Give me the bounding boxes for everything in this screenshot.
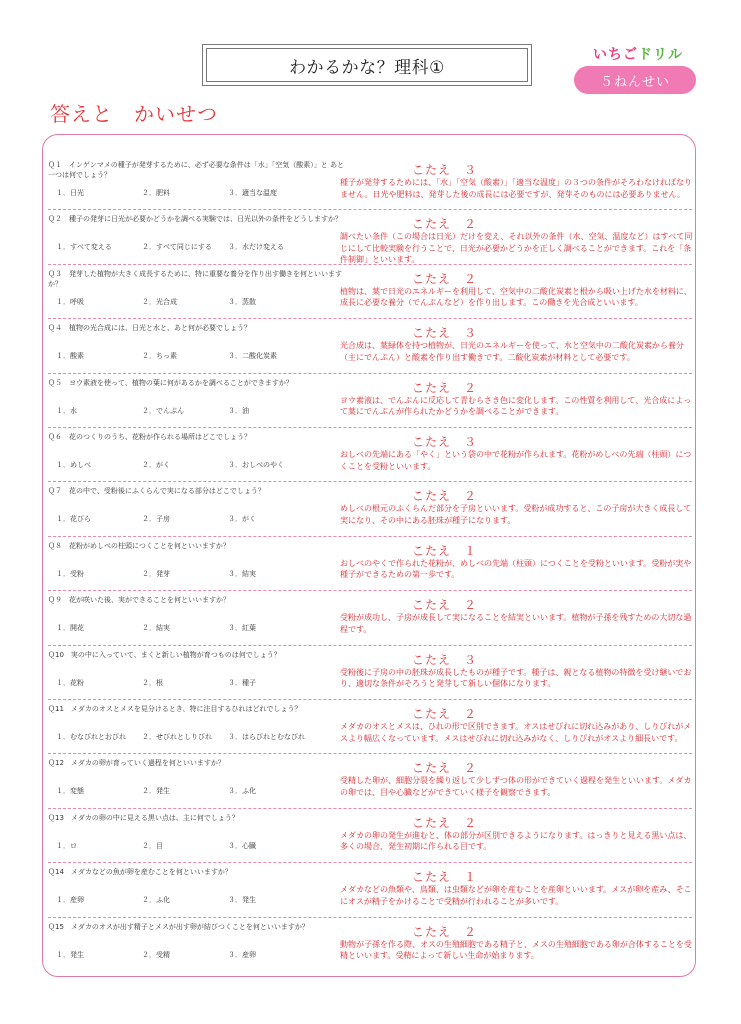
option-3: ３．二酸化炭素 <box>228 352 277 361</box>
explanation-text: メダカの卵の発生が進むと、体の部分が区別できるようになります。はっきりと見える黒い点は、多くの場合、発生初期に作られる目です。 <box>340 830 692 852</box>
logo-text-part3: ドリル <box>638 47 683 63</box>
option-3: ３．心臓 <box>228 841 256 850</box>
option-2: ２．すべて同じにする <box>142 243 212 252</box>
answer-label: こたえ ２ <box>412 598 478 613</box>
option-1: １．花粉 <box>56 678 84 687</box>
answer-label: こたえ ３ <box>412 326 478 341</box>
option-2: ２．ちっ素 <box>142 352 177 361</box>
option-3: ３．はらびれとむなびれ <box>228 733 305 741</box>
explanation-text: メダカなどの魚類や、鳥類、は虫類などが卵を産むことを産卵といいます。メスが卵を産み、そこにオスが精子をかけることで受精が行われることが多いです。 <box>340 885 692 906</box>
answer-label: こたえ ２ <box>412 924 478 939</box>
question-text: Ｑ１ インゲンマメの種子が発芽するために、必ず必要な条件は「水」「空気（酸素）」と あと一つは何でしょう？ <box>48 161 344 179</box>
question-item <box>44 156 696 211</box>
option-1: １．すべて変える <box>56 243 112 252</box>
option-2: ２．子房 <box>142 515 170 524</box>
logo-text-part2: ご <box>623 47 638 63</box>
question-text: Ｑ８ 花粉がめしべの柱頭につくことを何といいますか？ <box>48 541 230 550</box>
option-2: ２．肥料 <box>142 189 170 197</box>
question-item <box>44 700 696 755</box>
explanation-text: 受精した卵が、細胞分裂を繰り返して少しずつ体の形ができていく過程を発生といいます。メダカの卵では、目や心臓などができていく様子を観察できます。 <box>340 776 692 797</box>
option-3: ３．結実 <box>228 569 256 578</box>
question-item <box>44 809 696 864</box>
question-text: Ｑ２ 種子の発芽に日光が必要かどうかを調べる実験では、日光以外の条件をどうしますか？ <box>48 215 342 224</box>
answer-label: こたえ ３ <box>412 435 478 449</box>
question-text: Ｑ13 メダカの卵の中に見える黒い点は、主に何でしょう？ <box>48 813 239 822</box>
option-1: １．むなびれとおびれ <box>56 733 126 741</box>
option-2: ２．結実 <box>142 624 170 633</box>
option-1: １．酸素 <box>56 352 84 361</box>
option-2: ２．光合成 <box>142 297 177 306</box>
explanation-text: ヨウ素液は、でんぷんに反応して青むらさき色に変化します。この性質を利用して、光合成によって葉にでんぷんが作られたかどうかを調べることができます。 <box>340 395 692 417</box>
explanation-text: 種子が発芽するためには、「水」「空気（酸素）」「適当な温度」の３つの条件がそろわなければなりません。日光や肥料は、発芽した後の成長には必要ですが、発芽そのものには必要ありません。 <box>340 178 692 199</box>
explanation-text: めしべの根元のふくらんだ部分を子房といいます。受粉が成功すると、この子房が大きく成長して実になり、その中にある胚珠が種子になります。 <box>340 504 692 525</box>
question-item <box>44 537 696 592</box>
option-2: ２．目 <box>142 841 163 850</box>
answer-label: こたえ ２ <box>412 707 478 721</box>
option-2: ２．せびれとしりびれ <box>142 733 212 741</box>
question-text: Ｑ14 メダカなどの魚が卵を産むことを何といいますか？ <box>48 868 232 877</box>
answer-label: こたえ ２ <box>412 217 478 232</box>
question-item <box>44 591 696 646</box>
option-3: ３．油 <box>228 406 249 415</box>
option-1: １．開花 <box>56 624 84 633</box>
option-1: １．呼吸 <box>56 297 84 306</box>
answer-label: こたえ ３ <box>412 652 478 667</box>
option-3: ３．種子 <box>228 678 256 687</box>
brand-logo <box>588 44 688 64</box>
option-1: １．ロ <box>56 841 77 850</box>
option-2: ２．でんぷん <box>142 406 184 415</box>
explanation-text: 動物が子孫を作る際、オスの生殖細胞である精子と、メスの生殖細胞である卵が合体することを受精といいます。受精によって新しい生命が始まります。 <box>340 939 692 961</box>
explanation-text: 光合成は、葉緑体を持つ植物が、日光のエネルギーを使って、水と空気中の二酸化炭素から養分（主にでんぷん）と酸素を作り出す働きです。二酸化炭素が材料として必要です。 <box>340 341 684 362</box>
option-3: ３．産卵 <box>228 950 256 959</box>
option-2: ２．受精 <box>142 950 170 959</box>
explanation-text: おしべの先端にある「やく」という袋の中で花粉が作られます。花粉がめしべの先端（柱頭）につくことを受粉といいます。 <box>340 450 692 471</box>
question-text: Ｑ15 メダカのオスが出す精子とメスが出す卵が結びつくことを何といいますか？ <box>48 922 309 931</box>
question-item <box>44 319 696 374</box>
explanation-text: 受粉が成功し、子房が成長して実になることを結実といいます。植物が子孫を残すための大切な過程です。 <box>340 613 692 634</box>
question-text: Ｑ５ ヨウ素液を使って、植物の葉に何があるかを調べることができますか？ <box>48 378 293 387</box>
question-text: Ｑ12 メダカの卵が育っていく過程を何といいますか？ <box>48 759 225 768</box>
question-text: Ｑ７ 花の中で、受粉後にふくらんで実になる部分はどこでしょう？ <box>48 487 265 496</box>
option-1: １．花びら <box>56 515 91 524</box>
option-1: １．受粉 <box>56 569 84 578</box>
question-item <box>44 210 696 265</box>
question-text: Ｑ６ 花のつくりのうち、花粉が作られる場所はどこでしょう？ <box>48 433 251 441</box>
grade-badge: ５ねんせい <box>574 66 696 94</box>
explanation-text: メダカのオスとメスは、ひれの形で区別できます。オスはせびれに切れ込みがあり、しりびれがメスより幅広くなっています。メスはせびれに切れ込みがなく、しりびれがオスより細長いです。 <box>340 722 692 743</box>
question-text: Ｑ４ 植物の光合成には、日光と水と、あと何が必要でしょう？ <box>48 324 251 333</box>
logo-text-part1: いち <box>593 47 623 63</box>
option-1: １．日光 <box>56 189 84 197</box>
option-2: ２．発生 <box>142 787 170 796</box>
question-text: Ｑ３ 発芽した植物が大きく成長するために、特に重要な養分を作り出す働きを何といいますか？ <box>48 269 342 288</box>
question-item <box>44 482 696 537</box>
answer-label: こたえ ２ <box>412 761 478 776</box>
explanation-text: 調べたい条件（この場合は日光）だけを変え、それ以外の条件（水、空気、温度など）はすべて同じにして比較実験を行うことで、日光が必要かどうかを正しく調べることができます。これを「条件制御」といいます。 <box>340 232 693 265</box>
option-1: １．変態 <box>56 787 84 796</box>
answers-heading: 答えと かいせつ <box>50 102 218 126</box>
question-item <box>44 374 696 429</box>
option-3: ３．水だけ変える <box>228 243 284 252</box>
answer-label: こたえ ２ <box>412 815 478 830</box>
option-2: ２．ふ化 <box>142 896 170 905</box>
worksheet-title-box <box>202 44 532 86</box>
explanation-text: 植物は、葉で日光のエネルギーを利用して、空気中の二酸化炭素と根から吸い上げた水を材料に、成長に必要な養分（でんぷんなど）を作り出します。この働きを光合成といいます。 <box>340 286 692 308</box>
question-item <box>44 265 696 320</box>
option-3: ３．ふ化 <box>228 787 256 796</box>
option-3: ３．がく <box>228 515 256 524</box>
option-3: ３．適当な温度 <box>228 189 277 197</box>
option-3: ３．紅葉 <box>228 624 256 633</box>
option-3: ３．蒸散 <box>228 297 256 306</box>
question-text: Ｑ11 メダカのオスとメスを見分けるとき、特に注目するひれはどれでしょう？ <box>48 705 302 713</box>
answer-label: こたえ ３ <box>412 163 478 177</box>
answer-label: こたえ ２ <box>412 380 478 395</box>
option-1: １．めしべ <box>56 461 91 469</box>
question-item <box>44 754 696 809</box>
question-item <box>44 646 696 701</box>
option-1: １．産卵 <box>56 896 84 905</box>
option-1: １．水 <box>56 406 77 415</box>
answer-label: こたえ ２ <box>412 271 478 286</box>
explanation-text: おしべのやくで作られた花粉が、めしべの先端（柱頭）につくことを受粉といいます。受粉が実や種子ができるための第一歩です。 <box>340 558 692 580</box>
worksheet-title: わかるかな？理科① <box>206 48 528 82</box>
answer-label: こたえ ２ <box>412 489 478 504</box>
option-3: ３．発生 <box>228 896 256 905</box>
question-text: Ｑ９ 花が咲いた後、実ができることを何といいますか？ <box>48 596 230 605</box>
question-item <box>44 918 696 973</box>
answer-label: こたえ １ <box>412 870 478 885</box>
question-text: Ｑ10 実の中に入っていて、まくと新しい植物が育つものは何でしょう？ <box>48 650 281 659</box>
explanation-text: 受粉後に子房の中の胚珠が成長したものが種子です。種子は、親となる植物の特徴を受け継いでおり、適切な条件がそろうと発芽して新しい個体になります。 <box>340 667 692 689</box>
option-2: ２．がく <box>142 461 170 469</box>
question-item <box>44 428 696 483</box>
question-item <box>44 863 696 918</box>
option-2: ２．根 <box>142 678 163 687</box>
option-1: １．発生 <box>56 950 84 959</box>
answer-label: こたえ １ <box>412 543 478 558</box>
option-2: ２．発芽 <box>142 569 170 578</box>
option-3: ３．おしべのやく <box>228 461 284 469</box>
